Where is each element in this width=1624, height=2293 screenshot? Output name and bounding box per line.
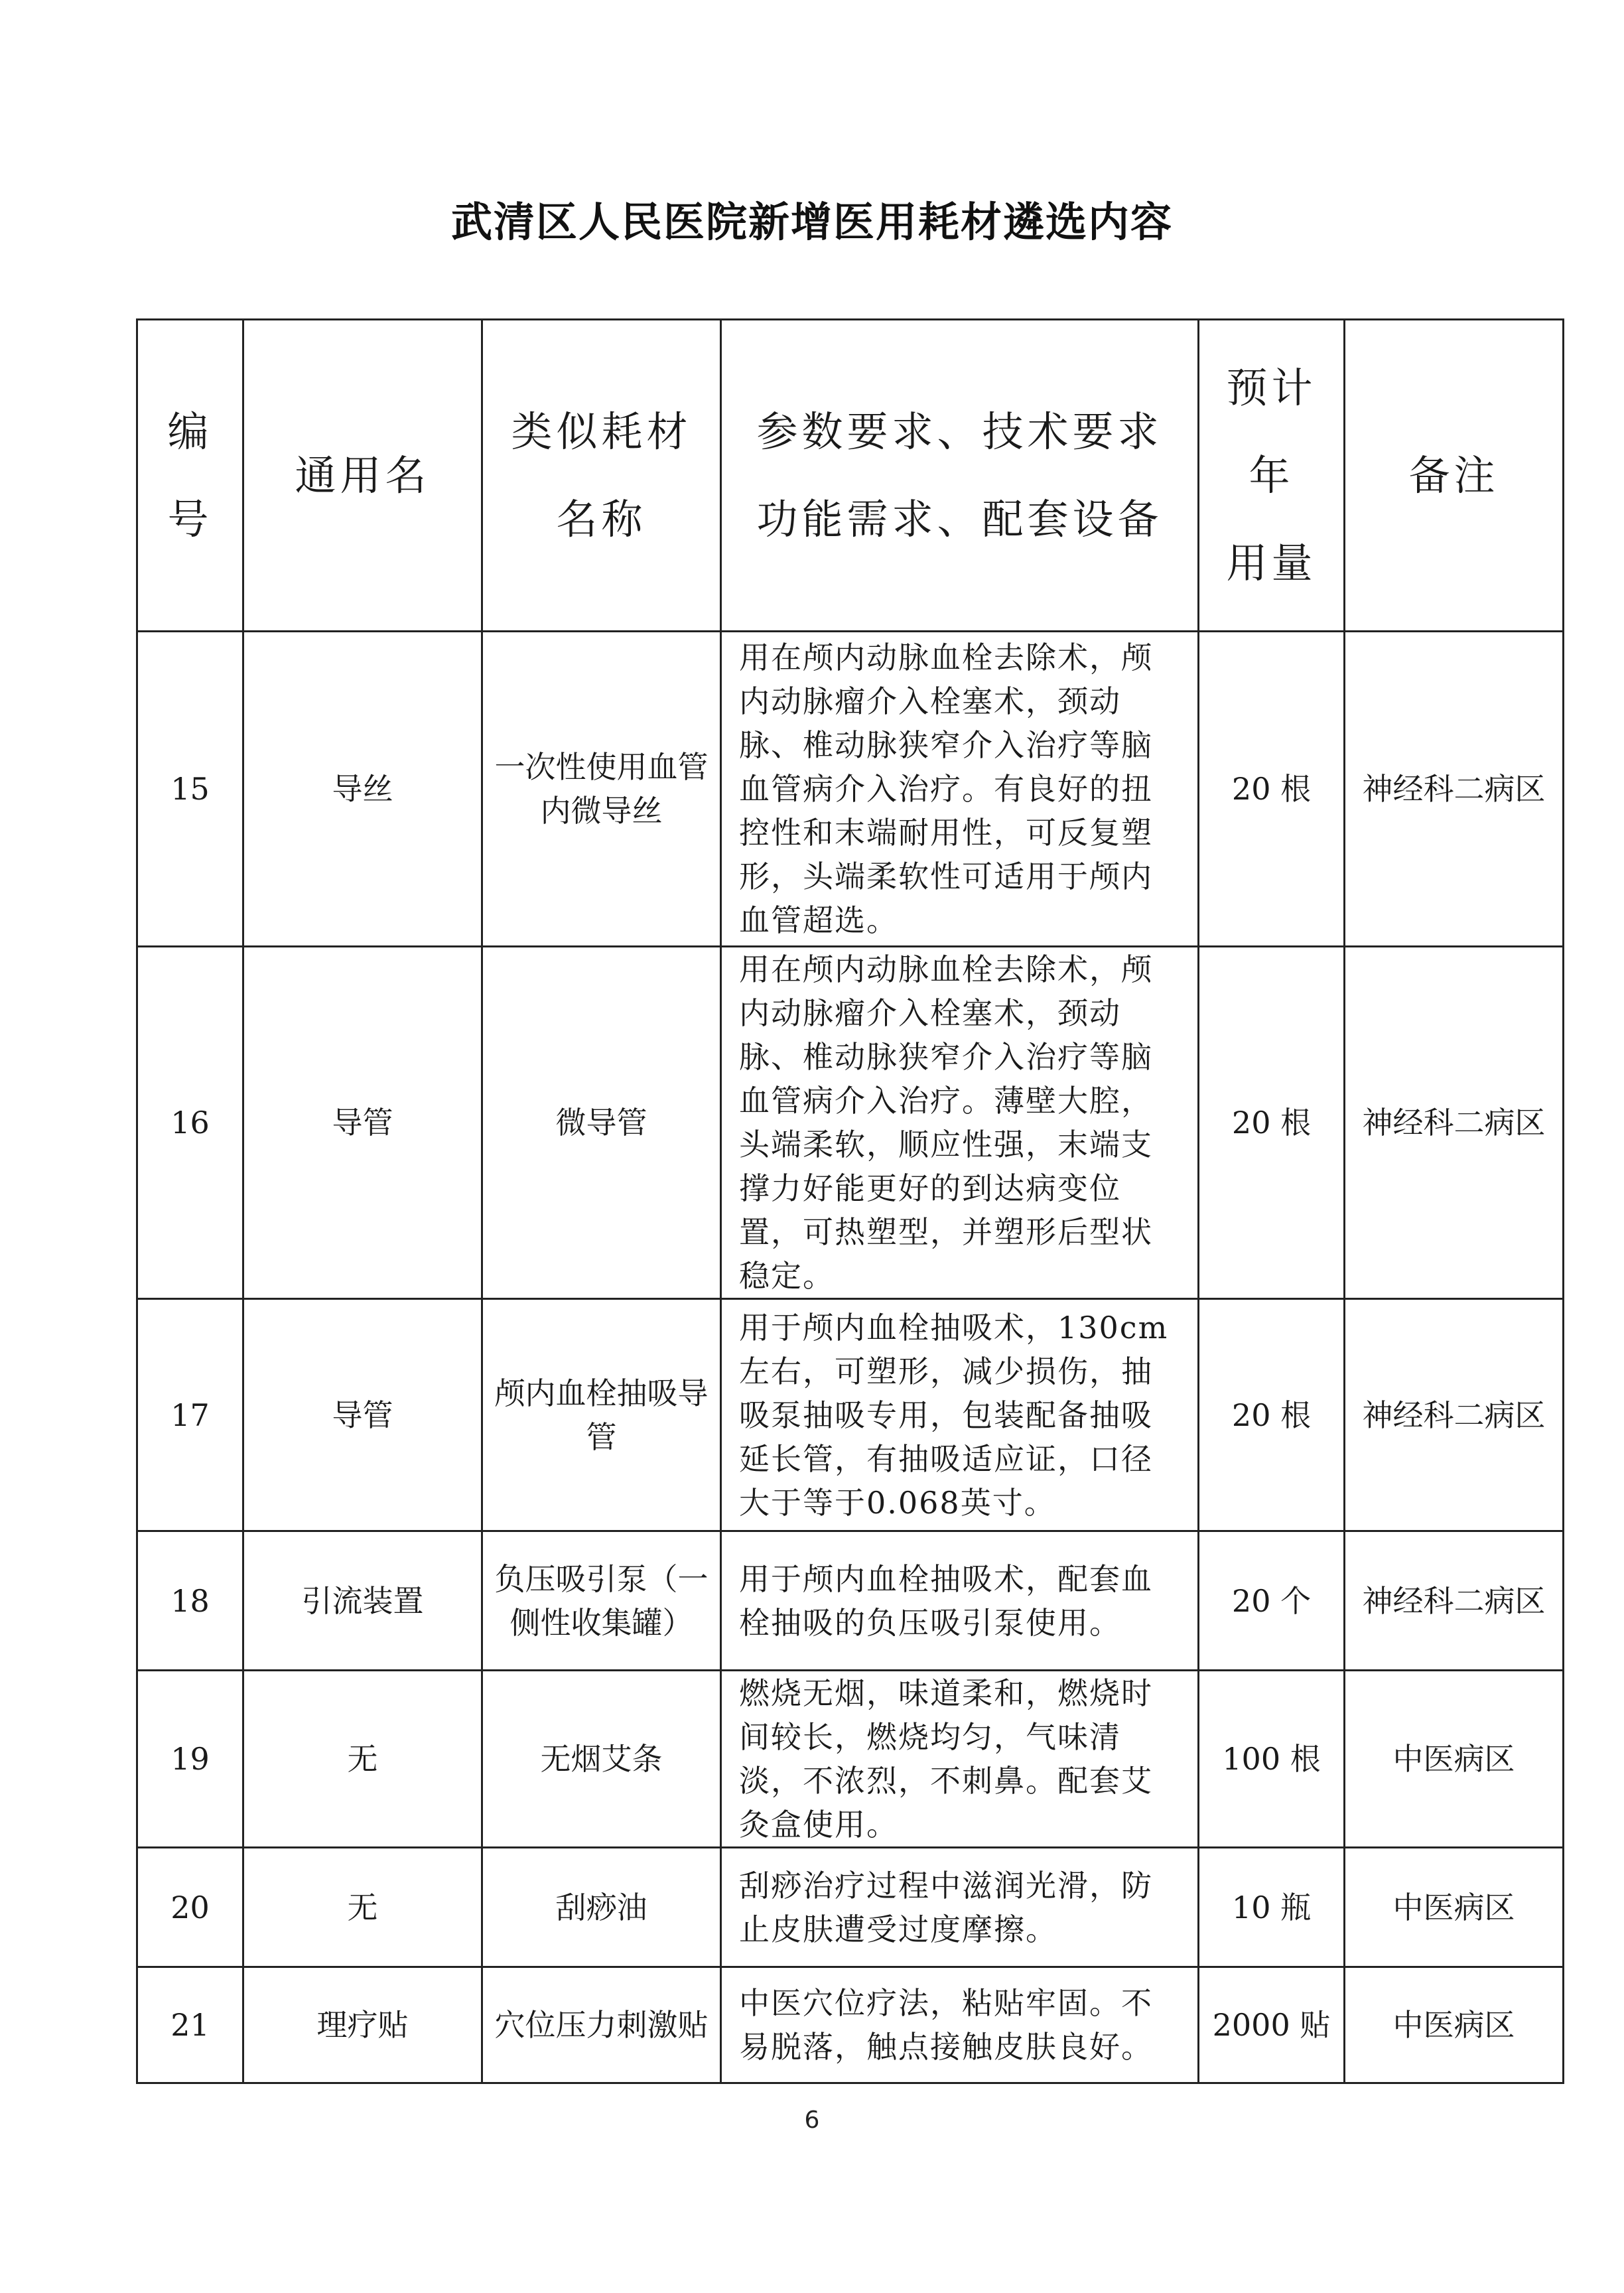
table-row: [137, 1299, 1564, 1531]
cell-id: 20: [137, 1848, 243, 1967]
cell-generic-name: 理疗贴: [243, 1967, 482, 2083]
cell-params: 燃烧无烟，味道柔和，燃烧时间较长，燃烧均匀，气味清淡，不浓烈，不刺鼻。配套艾灸盒使用。: [721, 1671, 1199, 1848]
cell-generic-name: 导管: [243, 947, 482, 1299]
header-remarks: 备注: [1345, 320, 1564, 632]
cell-annual-usage: 100 根: [1199, 1671, 1345, 1848]
cell-params: 中医穴位疗法，粘贴牢固。不易脱落，触点接触皮肤良好。: [721, 1967, 1199, 2083]
cell-params: 用于颅内血栓抽吸术，130cm左右，可塑形，减少损伤，抽吸泵抽吸专用，包装配备抽吸延长管，有抽吸适应证，口径大于等于0.068英寸。: [721, 1299, 1199, 1531]
table-row: [137, 1531, 1564, 1671]
cell-similar-name: 无烟艾条: [482, 1671, 721, 1848]
cell-similar-name: 一次性使用血管内微导丝: [482, 632, 721, 947]
cell-similar-name: 刮痧油: [482, 1848, 721, 1967]
cell-remarks: 神经科二病区: [1345, 1531, 1564, 1671]
cell-remarks: 神经科二病区: [1345, 1299, 1564, 1531]
cell-remarks: 中医病区: [1345, 1848, 1564, 1967]
cell-similar-name: 颅内血栓抽吸导管: [482, 1299, 721, 1531]
cell-remarks: 中医病区: [1345, 1967, 1564, 2083]
table-row: [137, 632, 1564, 947]
cell-generic-name: 导丝: [243, 632, 482, 947]
header-generic-name: 通用名: [243, 320, 482, 632]
header-id: 编 号: [137, 320, 243, 632]
cell-remarks: 神经科二病区: [1345, 947, 1564, 1299]
materials-table: [136, 318, 1564, 2084]
cell-annual-usage: 20 根: [1199, 947, 1345, 1299]
cell-annual-usage: 20 根: [1199, 632, 1345, 947]
cell-generic-name: 导管: [243, 1299, 482, 1531]
cell-id: 21: [137, 1967, 243, 2083]
header-similar-name: 类似耗材 名称: [482, 320, 721, 632]
cell-generic-name: 引流装置: [243, 1531, 482, 1671]
cell-similar-name: 微导管: [482, 947, 721, 1299]
table-row: [137, 1967, 1564, 2083]
cell-params: 用在颅内动脉血栓去除术，颅内动脉瘤介入栓塞术，颈动脉、椎动脉狭窄介入治疗等脑血管病介入治疗。薄壁大腔，头端柔软，顺应性强，末端支撑力好能更好的到达病变位置，可热塑型，并塑形后型状稳定。: [721, 947, 1199, 1299]
cell-similar-name: 穴位压力刺激贴: [482, 1967, 721, 2083]
cell-remarks: 中医病区: [1345, 1671, 1564, 1848]
cell-params: 用于颅内血栓抽吸术，配套血栓抽吸的负压吸引泵使用。: [721, 1531, 1199, 1671]
cell-annual-usage: 20 根: [1199, 1299, 1345, 1531]
cell-annual-usage: 20 个: [1199, 1531, 1345, 1671]
header-annual-usage: 预计 年 用量: [1199, 320, 1345, 632]
cell-params: 刮痧治疗过程中滋润光滑，防止皮肤遭受过度摩擦。: [721, 1848, 1199, 1967]
cell-id: 17: [137, 1299, 243, 1531]
table-row: [137, 1848, 1564, 1967]
cell-generic-name: 无: [243, 1671, 482, 1848]
page-number: 6: [804, 2107, 820, 2134]
cell-annual-usage: 10 瓶: [1199, 1848, 1345, 1967]
cell-remarks: 神经科二病区: [1345, 632, 1564, 947]
header-row: [137, 320, 1564, 632]
header-params: 参数要求、技术要求 功能需求、配套设备: [721, 320, 1199, 632]
cell-id: 19: [137, 1671, 243, 1848]
cell-generic-name: 无: [243, 1848, 482, 1967]
cell-annual-usage: 2000 贴: [1199, 1967, 1345, 2083]
cell-similar-name: 负压吸引泵（一侧性收集罐）: [482, 1531, 721, 1671]
cell-id: 16: [137, 947, 243, 1299]
cell-params: 用在颅内动脉血栓去除术，颅内动脉瘤介入栓塞术，颈动脉、椎动脉狭窄介入治疗等脑血管病介入治疗。有良好的扭控性和末端耐用性，可反复塑形，头端柔软性可适用于颅内血管超选。: [721, 632, 1199, 947]
cell-id: 18: [137, 1531, 243, 1671]
table-row: [137, 947, 1564, 1299]
page-title: 武清区人民医院新增医用耗材遴选内容: [450, 198, 1173, 246]
cell-id: 15: [137, 632, 243, 947]
table-row: [137, 1671, 1564, 1848]
